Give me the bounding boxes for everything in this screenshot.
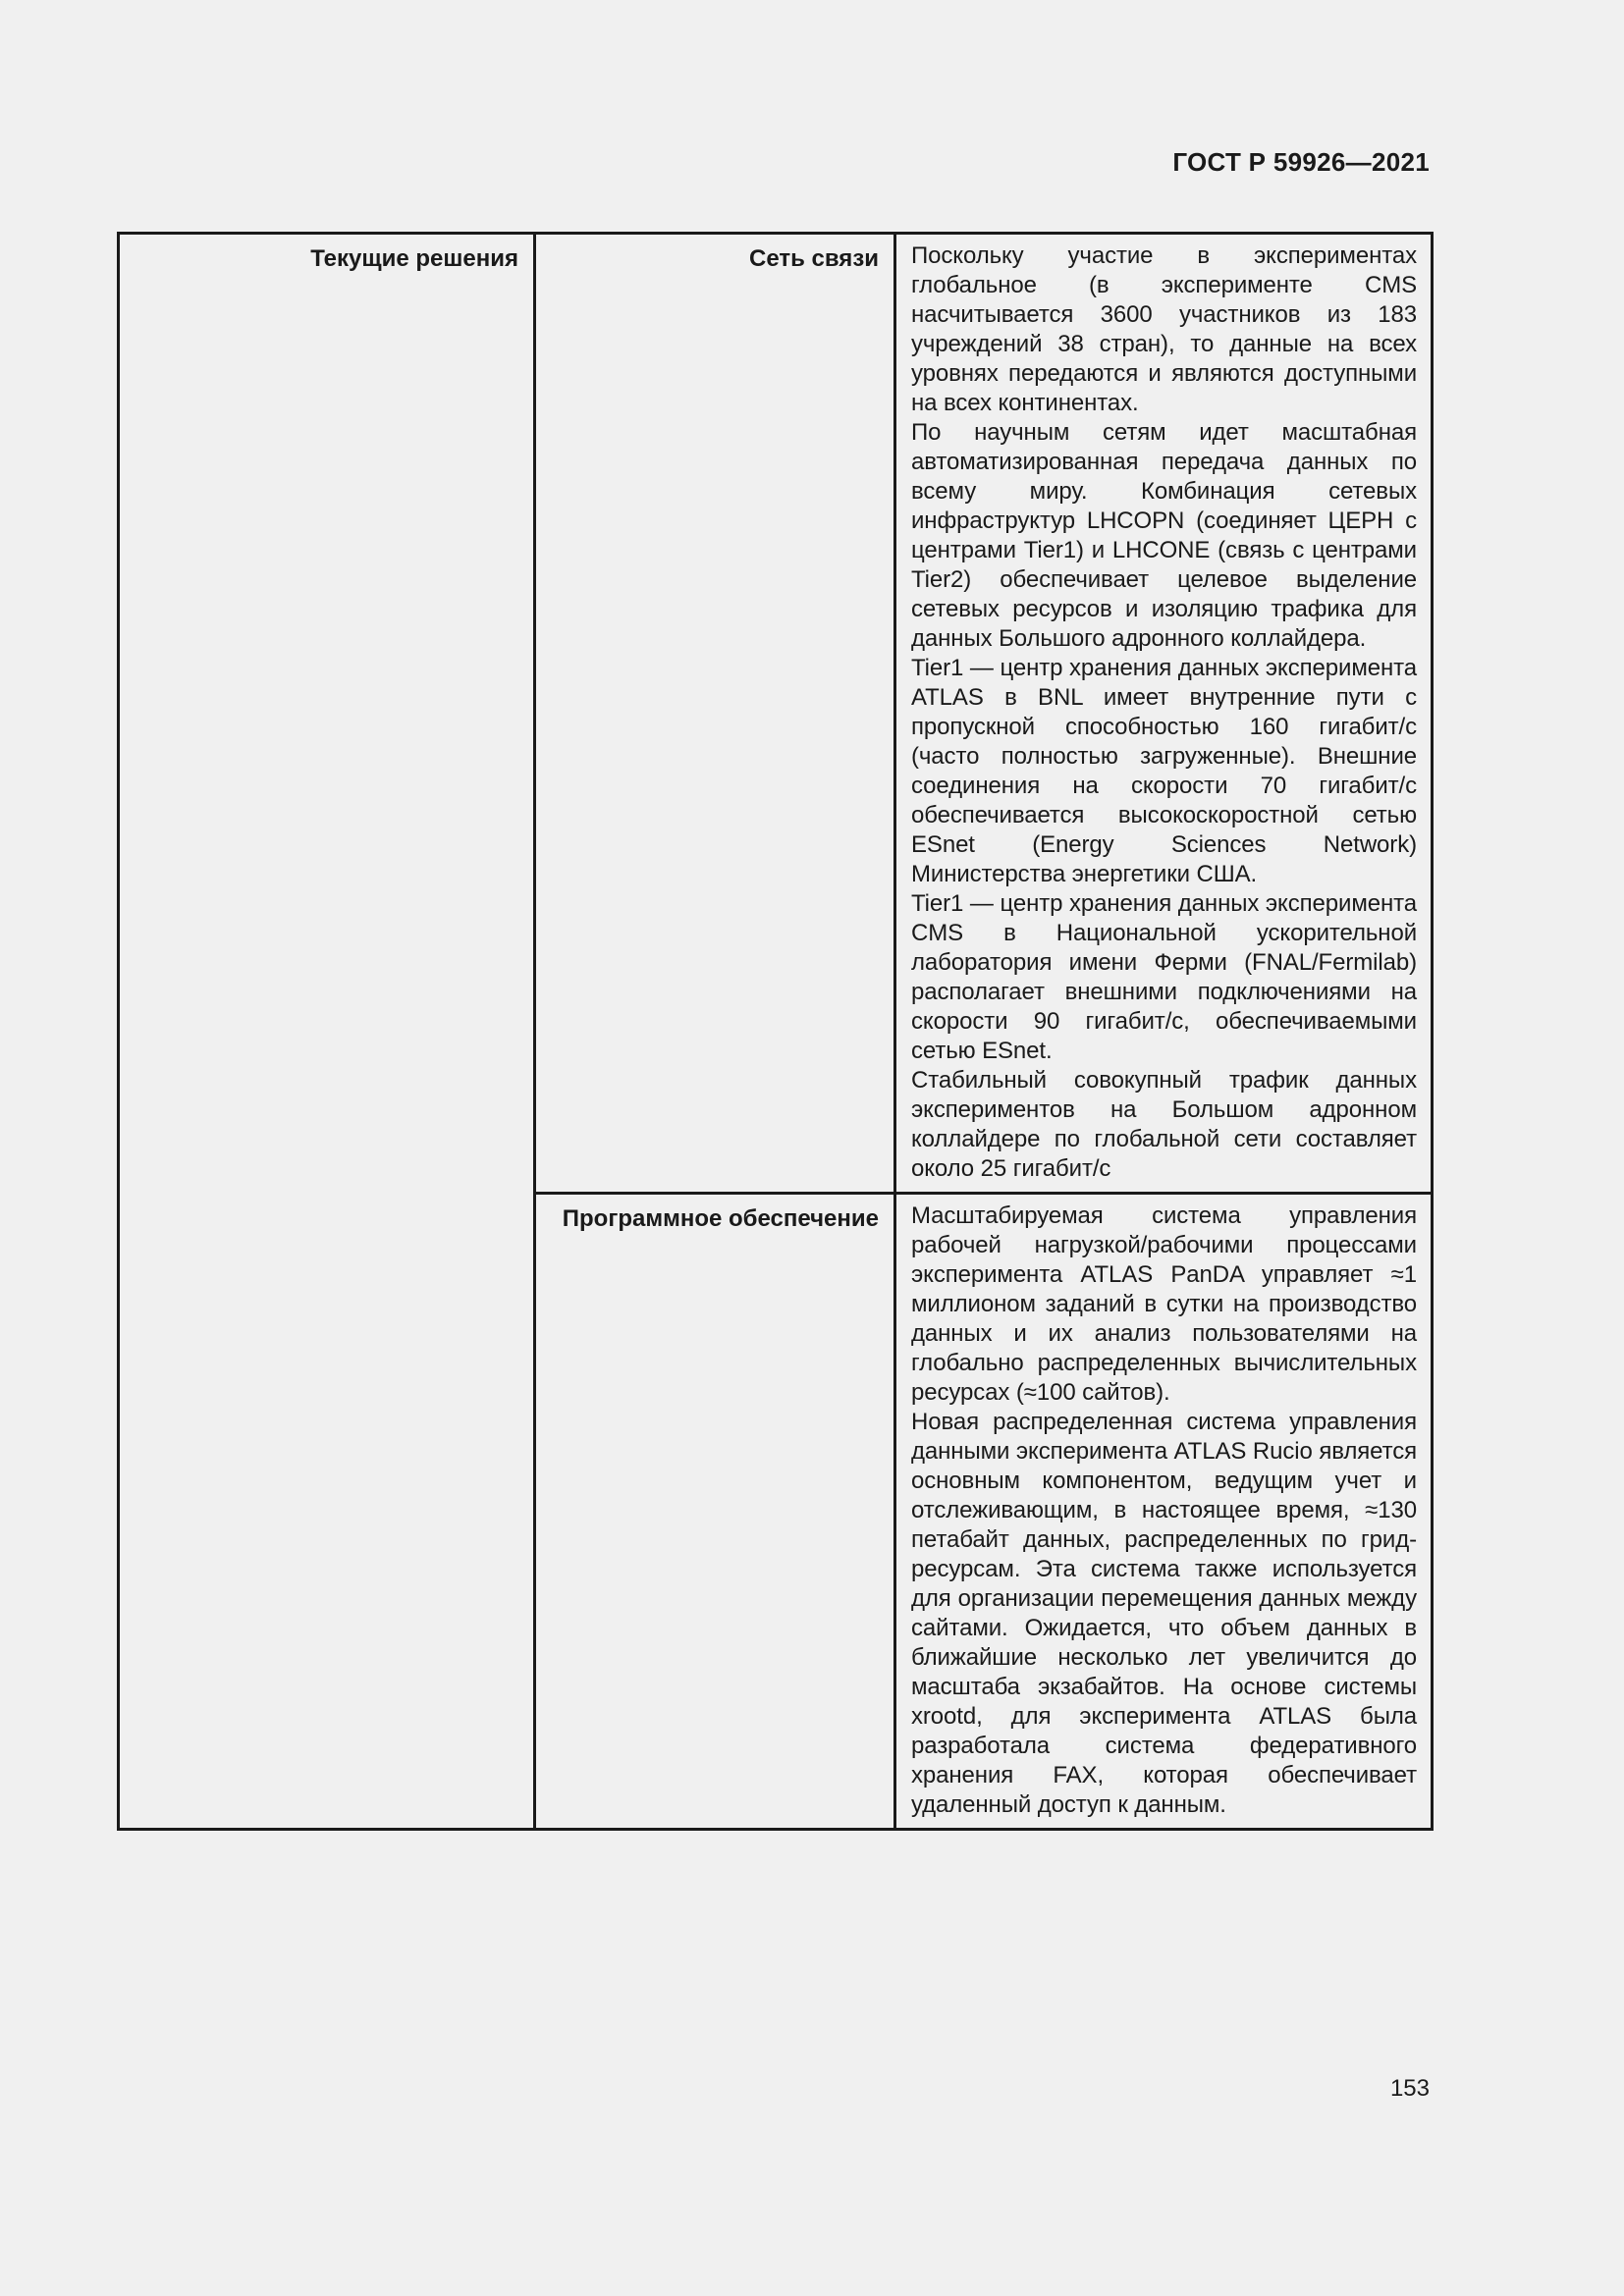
- row-label-software: Программное обеспечение: [562, 1205, 879, 1232]
- table-row: [119, 234, 1433, 1194]
- document-header: ГОСТ Р 59926—2021: [1172, 147, 1430, 177]
- category-label: Текущие решения: [310, 245, 518, 272]
- paragraph: Tier1 — центр хранения данных эксперимента ATLAS в BNL имеет внутренние пути с пропускной способностью 160 гигабит/с (часто полностью загруженные). Внешние соединения на скорости 70 гигабит/с обеспечивается высокоскоростной сетью ESnet (Energy Sciences Network) Министерства энергетики США.: [911, 655, 1417, 887]
- row-label-network: Сеть связи: [748, 245, 879, 272]
- paragraph: Стабильный совокупный трафик данных экспериментов на Большом адронном коллайдере по глобальной сети составляет около 25 гигабит/с: [911, 1067, 1417, 1182]
- page-number: 153: [1389, 2075, 1430, 2102]
- paragraph: Поскольку участие в экспериментах глобальное (в эксперименте CMS насчитывается 3600 участников из 183 учреждений 38 стран), то данные на всех уровнях передаются и являются доступными на всех континентах.: [911, 242, 1417, 416]
- row-description-cell: [895, 1194, 1433, 1830]
- paragraph: Новая распределенная система управления данными эксперимента ATLAS Rucio является основным компонентом, ведущим учет и отслеживающим, в настоящее время, ≈130 петабайт данных, распределенных по грид-ресурсам. Эта система также используется для организации перемещения данных между сайтами. Ожидается, что объем данных в ближайшие несколько лет увеличится до масштаба экзабайтов. На основе системы xrootd, для эксперимента ATLAS была разработала система федеративного хранения FAX, которая обеспечивает удаленный доступ к данным.: [911, 1409, 1417, 1818]
- paragraph: По научным сетям идет масштабная автоматизированная передача данных по всему миру. Комбинация сетевых инфраструктур LHCOPN (соединяет ЦЕРН с центрами Tier1) и LHCONE (связь с центрами Tier2) обеспечивает целевое выделение сетевых ресурсов и изоляцию трафика для данных Большого адронного коллайдера.: [911, 419, 1417, 652]
- row-label-cell: [535, 1194, 895, 1830]
- row-description-cell: [895, 234, 1433, 1194]
- paragraph: Tier1 — центр хранения данных эксперимента CMS в Национальной ускорительной лаборатория имени Ферми (FNAL/Fermilab) располагает внешними подключениями на скорости 90 гигабит/с, обеспечиваемыми сетью ESnet.: [911, 890, 1417, 1064]
- category-cell: [119, 234, 535, 1830]
- row-label-cell: [535, 234, 895, 1194]
- content-table: [117, 232, 1434, 1831]
- paragraph: Масштабируемая система управления рабочей нагрузкой/рабочими процессами эксперимента ATLAS PanDA управляет ≈1 миллионом заданий в сутки на производство данных и их анализ пользователями на глобально распределенных вычислительных ресурсах (≈100 сайтов).: [911, 1202, 1417, 1406]
